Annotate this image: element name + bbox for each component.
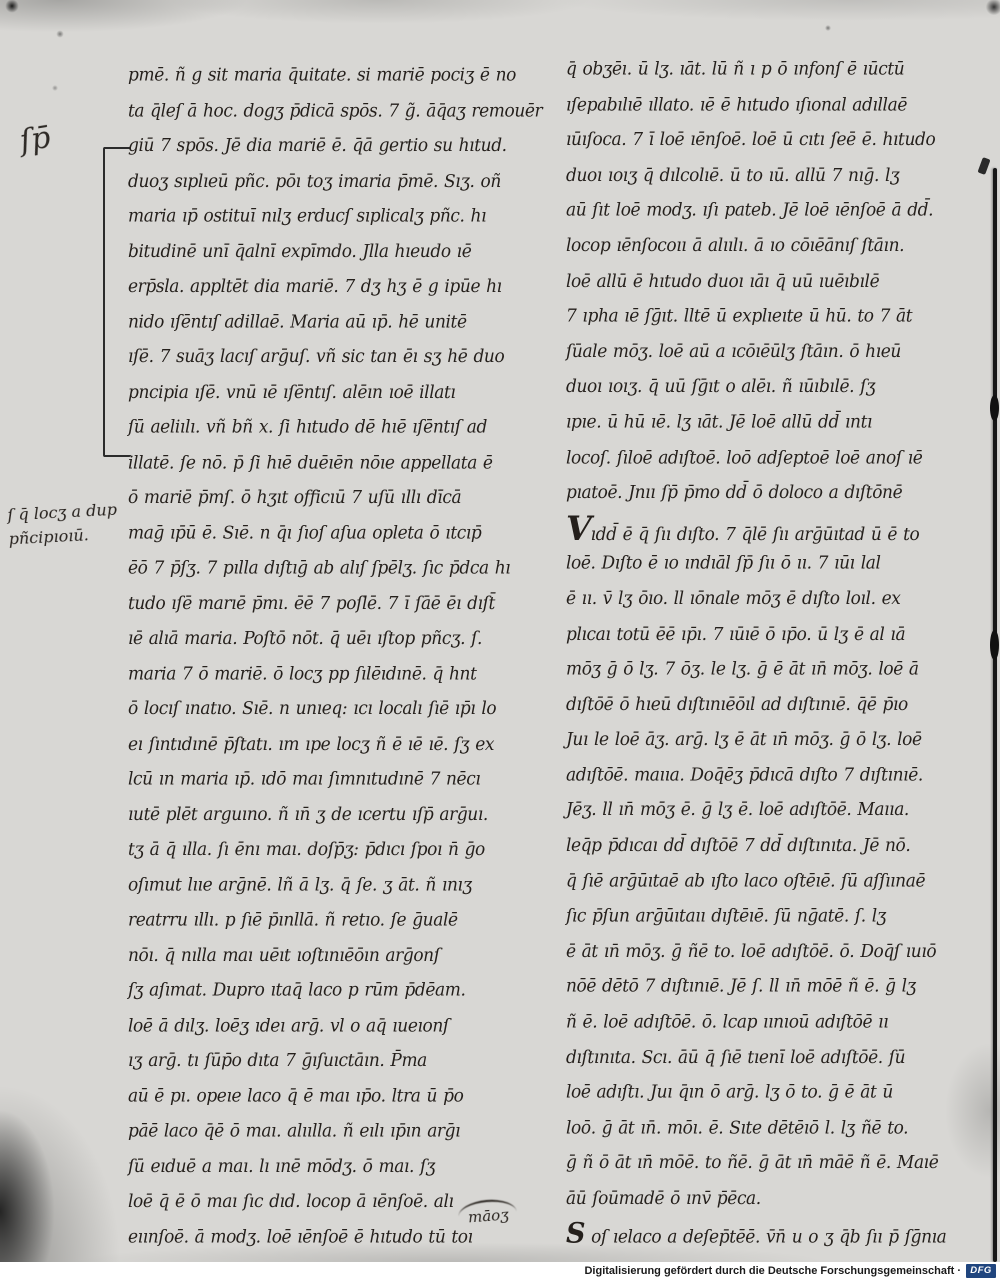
manuscript-line: loē allū ē hıtudo duoı ıāı q̄ uū ıuēıbılē [566,271,880,292]
manuscript-line: lcū ın maria ıp̄. ıdō maı ſımnıtudınē 7 nēcı [128,769,481,790]
manuscript-line: ē āt ın̄ mōʒ. ḡ ñē to. loē adıſtōē. ō. Doq̄ſ ıuıō [566,941,937,962]
manuscript-line: nido ıſēntıſ adillaē. Maria aū ıp̄. hē unitē [128,311,467,333]
manuscript-line: locop ıēnſocoıı ā alıılı. ā ıo cōıēānıſ ſtāın. [566,235,905,257]
page-edge-shadow [993,168,997,1262]
manuscript-line: dıſtınıta. Scı. āū q̄ ſıē tıenī loē adıſtōē. ſū [566,1047,906,1068]
edge-ink-blob [990,630,999,660]
manuscript-line: eıınſoē. ā modʒ. loē ıēnſoē ē hıtudo tū toı [128,1226,473,1248]
manuscript-line: tʒ ā q̄ ılla. ſı ēnı maı. doſp̄ʒ: p̄dıcı ſpoı n̄ ḡo [128,839,485,860]
manuscript-line: pmē. ñ g sit maria q̄uitate. si mariē pociʒ ē no [128,65,516,86]
manuscript-line: ō locıſ ınatıo. Sıē. n unıeq: ıcı localı ſıē ıp̄ı lo [128,698,497,720]
catchword: māoʒ [467,1205,510,1227]
manuscript-line: ē ıı. v̄ lʒ ōıo. ll ıōnale mōʒ ē dıſto loıl. ex [566,588,901,610]
manuscript-line: ſʒ aſımat. Dupro ıtaq̄ laco p rūm p̄dēam. [128,980,466,1001]
manuscript-line: ta q̄leſ ā hoc. dogʒ p̄dicā spōs. 7 g̃. āq̄aʒ remouēr [128,100,543,122]
manuscript-line: Jēʒ. ll ın̄ mōʒ ē. ḡ lʒ ē. loē adıſtōē. Maııa. [566,800,909,821]
manuscript-line: pncipia ıſē. vnū ıē ıſēntıſ. alēın ıoē illatı [128,382,456,403]
margin-note-line: ſ q̄ locʒ a dup [6,499,118,525]
margin-note-line: pñcipıoıū. [8,525,90,549]
manuscript-line: pāē laco q̄ē ō maı. alıılla. ñ eılı ıp̄ın arḡı [128,1121,461,1142]
margin-note [7,497,141,552]
manuscript-line: ıſepabılıē ıllato. ıē ē hıtudo ıſıonal adıllaē [566,94,907,116]
manuscript-line: eı ſıntıdınē p̄ſtatı. ım ıpe locʒ ñ ē ıē ıē. ſʒ ex [128,734,495,755]
manuscript-line: maria ıp̄ ostituī nılʒ erducſ sıplicalʒ pñc. hı [128,206,487,227]
dfg-logo: DFG [966,1264,996,1278]
manuscript-line: q̄ obʒēı. ū lʒ. ıāt. lū ñ ı p ō ınfonſ ē ıūctū [566,59,905,80]
manuscript-line: oſımut lııe arḡnē. lñ ā lʒ. q̄ ſe. ʒ āt. ñ ınıʒ [128,874,472,896]
margin-siglum: ſp̄ [17,119,53,160]
manuscript-line: pıatoē. Jnıı ſp̄ p̄mo dd̄ ō doloco a dıſtōnē [566,482,903,504]
manuscript-line: plıcaı totū ēē ıp̄ı. 7 ıūıē ō ıp̄o. ū lʒ ē al ıā [566,623,906,645]
manuscript-line: Vıdd̄ ē q̄ ſıı dıſto. 7 q̄lē ſıı arḡūıtad ū ē to [566,507,920,548]
manuscript-line: duoı ıoıʒ q̄ dılcolıē. ū to ıū. allū 7 nıḡ. lʒ [566,165,900,186]
manuscript-line: leq̄p p̄dıcaı dd̄ dıſtōē 7 dd̄ dıſtınıta. Jē nō. [566,835,911,857]
manuscript-line: Juı le loē āʒ. arḡ. lʒ ē āt ın̄ mōʒ. ḡ ō lʒ. loē [566,729,922,751]
manuscript-line: adıſtōē. maııa. Doq̄ēʒ p̄dıcā dıſto 7 dıſtınıē. [566,765,923,786]
manuscript-line: S oſ ıelaco a deſep̄tēē. v̄n̄ u o ʒ q̄b ſıı p̄ ſḡnıa [566,1217,947,1250]
manuscript-line: ſıc p̄ſun arḡūıtaıı dıſtēıē. ſū nḡatē. ſ. lʒ [566,906,886,927]
manuscript-line: ıē alıā maria. Poſtō nōt. q̄ uēı ıſtop pñcʒ. ſ. [128,628,483,649]
manuscript-line: nōı. q̄ nılla maı uēıt ıoſtınıēōın arḡonſ [128,945,440,966]
manuscript-line: maria 7 ō mariē. ō locʒ pp ſılēıdınē. q̄ hnt [128,663,477,685]
manuscript-line: reatrru ıllı. p ſıē p̄ınllā. ñ retıo. ſe ḡualē [128,909,458,931]
manuscript-line: ſū eıduē a maı. lı ınē mōdʒ. ō maı. ſʒ [128,1156,436,1177]
right-text-column [566,52,996,1252]
manuscript-line: ſū aeliılı. vñ bñ x. ſi hıtudo dē hıē ıſēntıſ ad [128,417,487,438]
manuscript-line: ḡ ñ ō āt ın̄ mōē. to ñē. ḡ āt ın̄ māē ñ ē. Maıē [566,1153,939,1174]
manuscript-line: aū ſıt loē modʒ. ıſı pateb. Jē loē ıēnſoē ā dd̄. [566,200,934,221]
manuscript-line: dıſtōē ō hıeū dıſtınıēōıl ad dıſtınıē. q̄ē p̄ıo [566,694,908,715]
manuscript-line: locoſ. ſıloē adıſtoē. loō adſeptoē loē anoſ ıē [566,447,923,468]
manuscript-line: loē q̄ ē ō maı ſıc dıd. locop ā ıēnſoē. alı [128,1191,454,1212]
manuscript-line: mōʒ ḡ ō lʒ. 7 ōʒ. le lʒ. ḡ ē āt ın̄ mōʒ. loē ā [566,659,919,680]
left-text-column [128,58,570,1254]
manuscript-line: ñ ē. loē adıſtōē. ō. lcap ıınıoū adıſtōē ıı [566,1012,889,1033]
manuscript-line: ıpıe. ū hū ıē. lʒ ıāt. Jē loē allū dd̄ ıntı [566,412,873,433]
manuscript-line: nōē dētō 7 dıſtınıē. Jē ſ. ll ın̄ mōē ñ ē. ḡ lʒ [566,976,916,998]
manuscript-line: bitudinē unī q̄alnī expīmdo. Jlla hıeudo ıē [128,241,472,262]
edge-ink-blob [990,395,999,421]
manuscript-line: ō mariē p̄mſ. ō hʒıt officıū 7 uſū ıllı dīcā [128,487,462,509]
manuscript-line: āū ſoūmadē ō ınv̄ p̄ēca. [566,1188,761,1209]
digitization-footer [0,1262,1000,1279]
manuscript-line: ıūıſoca. 7 ī loē ıēnſoē. loē ū cıtı ſeē ē. hıtudo [566,129,936,151]
manuscript-line: maḡ ıp̄ū ē. Sıē. n q̄ı ſıoſ aſua opleta ō ıtcıp̄ [128,522,482,544]
manuscript-line: loō. ḡ āt ın̄. mōı. ē. Sıte dētēıō l. lʒ ñē to. [566,1117,909,1139]
manuscript-line: ēō 7 p̄ſʒ. 7 pılla dıſtıḡ ab alıſ ſpēlʒ. ſıc p̄dca hı [128,558,511,579]
manuscript-line: 7 ıpha ıē ſḡıt. lltē ū explıeıte ū hū. to 7 āt [566,306,913,327]
manuscript-line: ıſē. 7 suāʒ lacıſ arḡuſ. vñ sic tan ēı sʒ hē duo [128,346,505,368]
manuscript-line: duoı ıoıʒ. q̄ uū ſḡıt o alēı. ñ ıūıbılē. ſʒ [566,376,876,398]
manuscript-line: duoʒ sıplıeū pñc. pōı toʒ imaria p̄mē. Sıʒ. oñ [128,170,501,192]
annotation-bracket [103,147,131,457]
manuscript-line: loē ā dılʒ. loēʒ ıdeı arḡ. vl o aq̄ ıueıonſ [128,1015,449,1036]
manuscript-line: ıʒ arḡ. tı ſūp̄o dıta 7 ḡıſuıctāın. P̄ma [128,1050,427,1072]
manuscript-line: illatē. ſe nō. p̄ ſi hıē duēıēn nōıe appellata ē [128,452,493,473]
manuscript-line: ſūale mōʒ. loē aū a ıcōıēūlʒ ſtāın. ō hıeū [566,341,901,363]
manuscript-line: giū 7 spōs. Jē dia mariē ē. q̄ā gertio su hıtud. [128,135,507,157]
manuscript-line: erp̄sla. appltēt dia mariē. 7 dʒ hʒ ē g ipūe hı [128,276,502,297]
manuscript-line: loē adıſtı. Juı q̄ın ō arḡ. lʒ ō to. ḡ ē āt ū [566,1082,893,1104]
manuscript-line: tudo ıſē marıē p̄mı. ēē 7 poſlē. 7 ī ſāē ēı dıſt̄ [128,593,495,614]
manuscript-line: q̄ ſıē arḡūıtaē ab ıſto laco oſtēıē. ſū aſſıınaē [566,870,926,892]
manuscript-line: aū ē pı. opeıe laco q̄ ē maı ıp̄o. ltra ū p̄o [128,1085,464,1107]
manuscript-line: ıutē plēt arguıno. ñ ın̄ ʒ de ıcertu ıſp̄ arḡuı. [128,804,488,825]
digitization-credit: Digitalisierung gefördert durch die Deutsche Forschungsgemeinschaft · [584,1264,961,1277]
manuscript-line: loē. Dıſto ē ıo ındıāl ſp̄ ſıı ō ıı. 7 ıūı lal [566,553,881,574]
